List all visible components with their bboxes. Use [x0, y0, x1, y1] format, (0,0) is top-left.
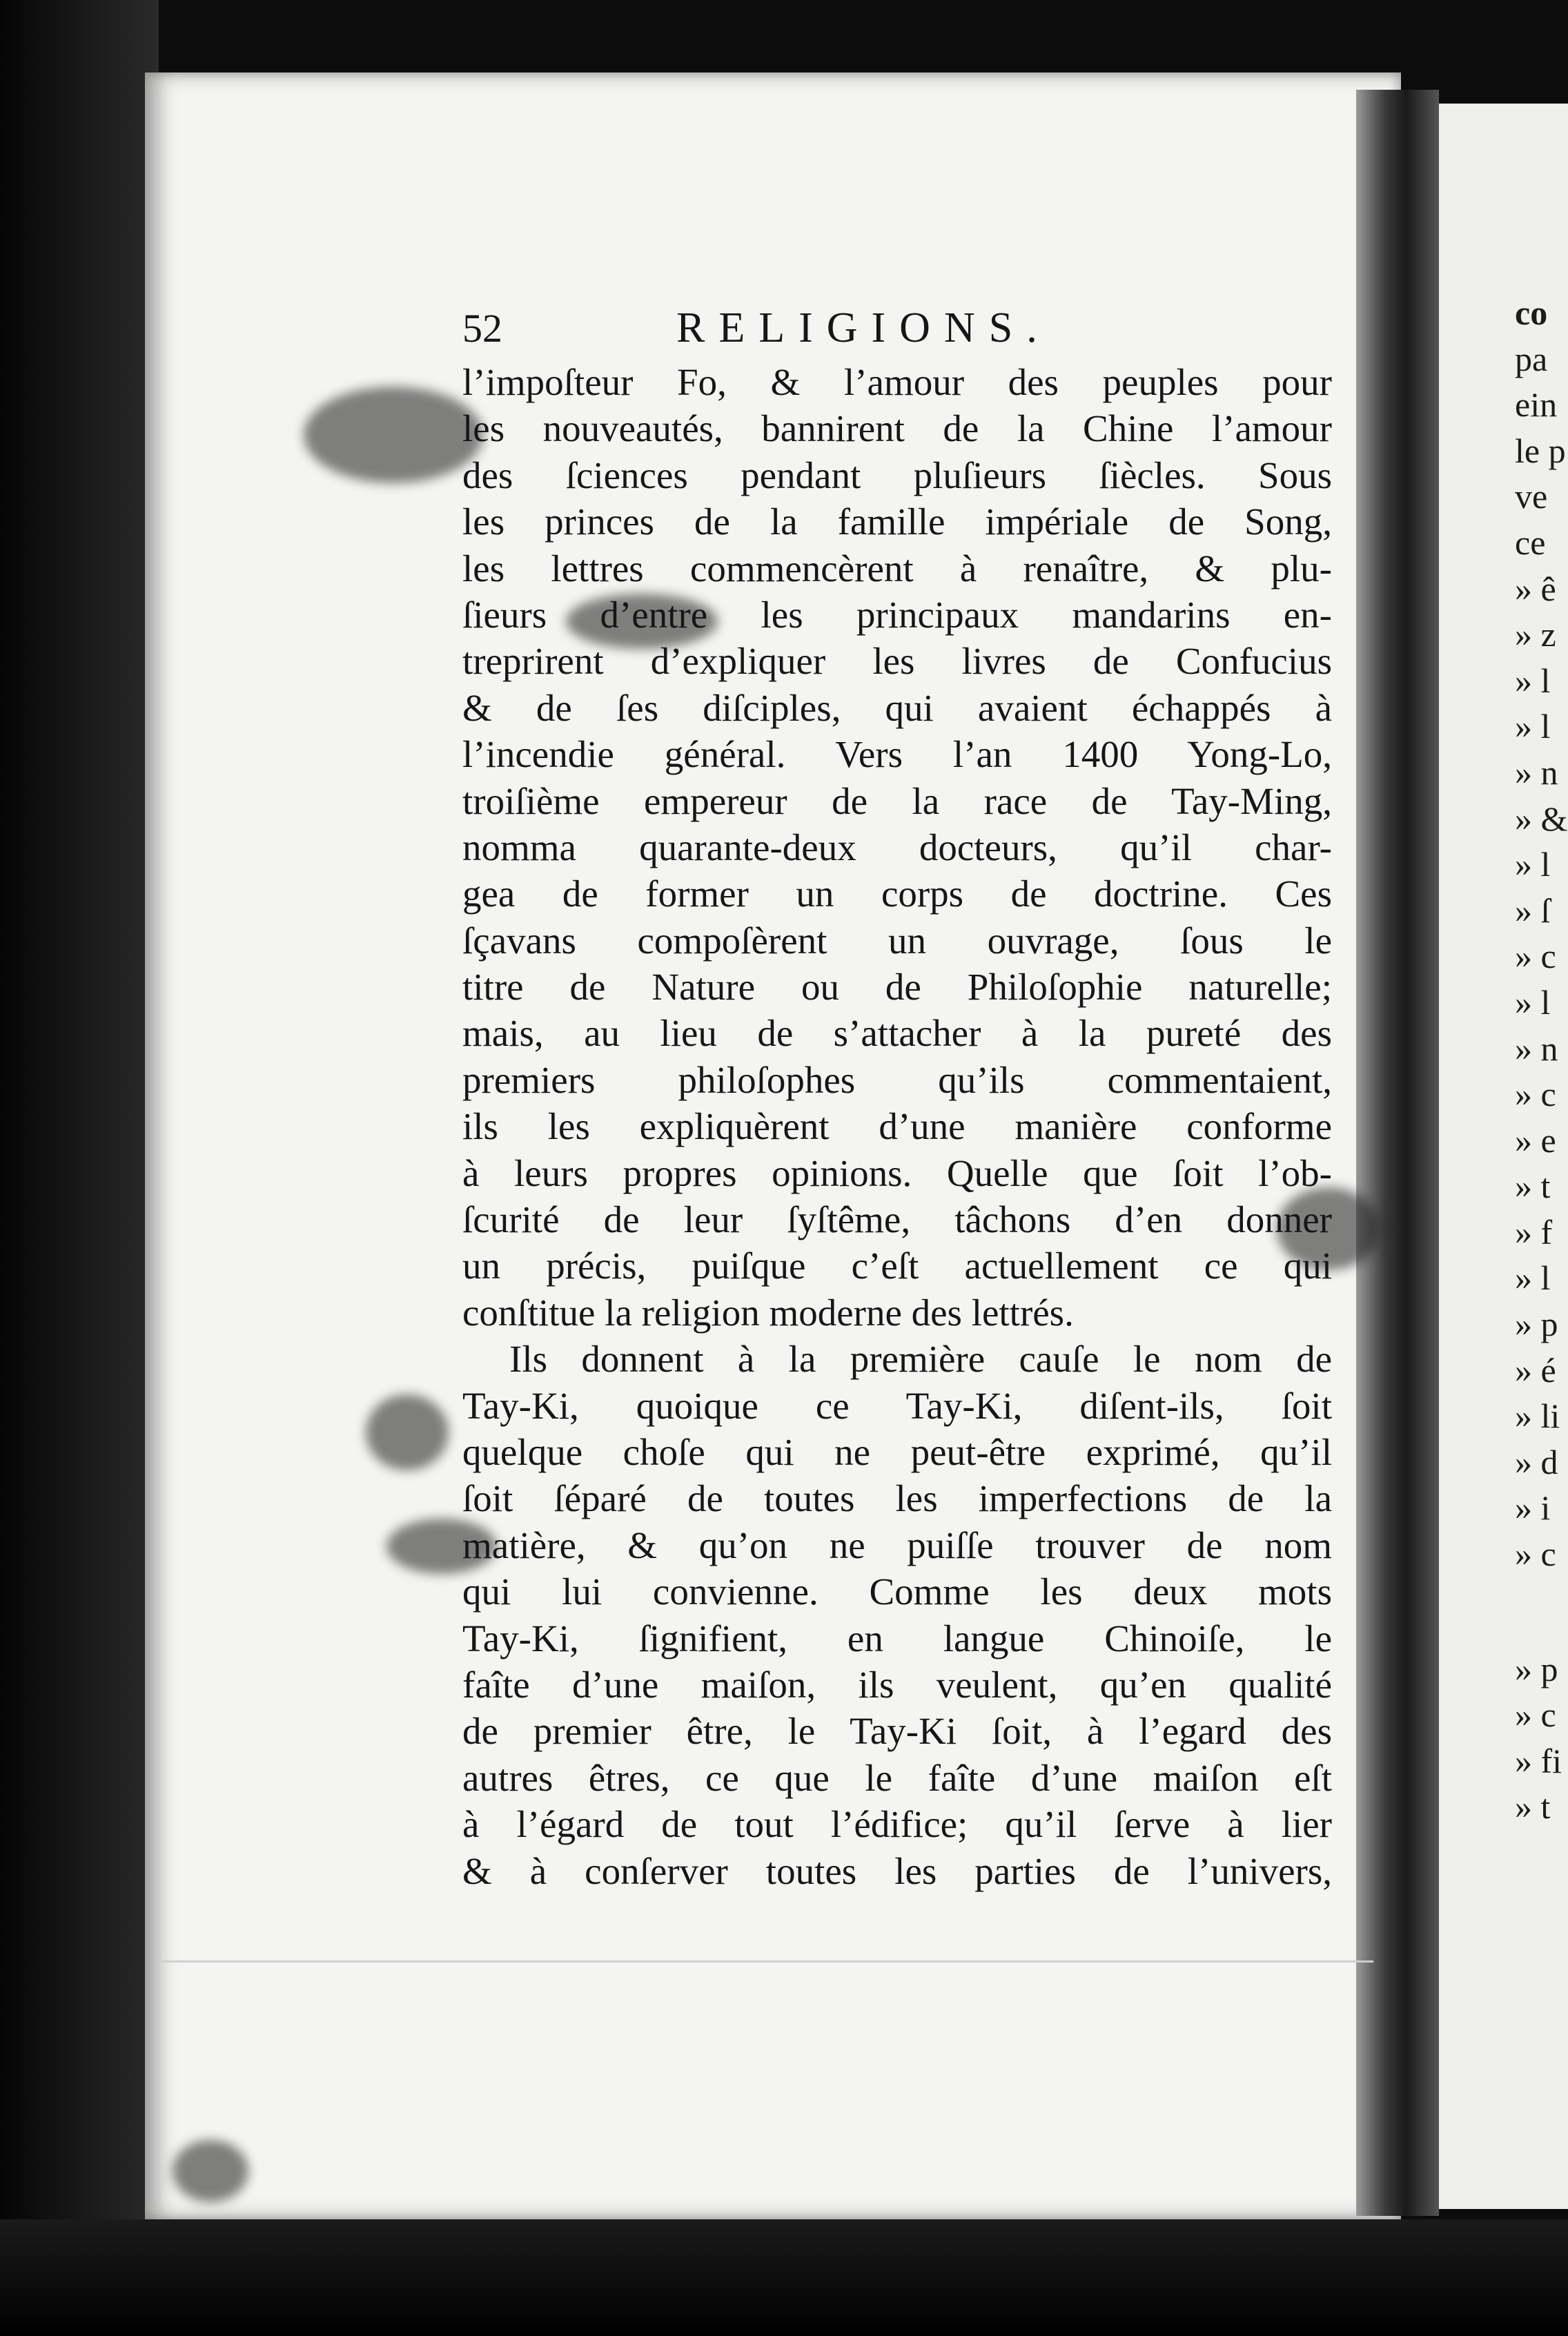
facing-line: pa — [1515, 339, 1548, 378]
facing-line: » & — [1515, 799, 1568, 838]
facing-line: » fi — [1515, 1741, 1562, 1780]
page-number: 52 — [462, 306, 502, 351]
scan-bottom-border — [0, 2219, 1568, 2336]
text-line: treprirent d’expliquer les livres de Confucius — [462, 640, 1332, 683]
text-line: ſçavans compoſèrent un ouvrage, ſous le — [462, 919, 1332, 962]
facing-line: » l — [1515, 982, 1551, 1022]
text-line: conſtitue la religion moderne des lettrés. — [462, 1291, 1074, 1334]
facing-gap — [1515, 1577, 1568, 1646]
text-line: Ils donnent à la première cauſe le nom de — [509, 1338, 1332, 1381]
facing-line: » l — [1515, 661, 1551, 700]
facing-line: » i — [1515, 1488, 1551, 1528]
facing-line: » c — [1515, 1535, 1556, 1574]
page-gutter — [1356, 90, 1439, 2216]
text-line: des ſciences pendant pluſieurs ſiècles. Sous — [462, 454, 1332, 496]
facing-line: » t — [1515, 1787, 1551, 1827]
facing-line: ve — [1515, 477, 1548, 516]
ink-smudge — [366, 1394, 449, 1470]
page-edge-line — [159, 1960, 1373, 1963]
text-line: un précis, puiſque c’eſt actuellement ce qui — [462, 1245, 1332, 1287]
text-line: ſieurs d’entre les principaux mandarins en- — [462, 593, 1332, 636]
text-line: nomma quarante-deux docteurs, qu’il char- — [462, 826, 1332, 868]
text-line: matière, & qu’on ne puiſſe trouver de nom — [462, 1524, 1332, 1566]
facing-line: » li — [1515, 1396, 1560, 1436]
facing-line: » l — [1515, 1258, 1551, 1298]
facing-line: » e — [1515, 1120, 1556, 1160]
facing-line: » l — [1515, 707, 1551, 746]
text-line: Tay-Ki, ſignifient, en langue Chinoiſe, le — [462, 1617, 1332, 1659]
page-header — [462, 304, 1332, 359]
facing-line: » c — [1515, 1075, 1556, 1114]
text-line: premiers philoſophes qu’ils commentaient, — [462, 1058, 1332, 1101]
facing-line: » f — [1515, 1212, 1553, 1252]
facing-line: » l — [1515, 845, 1551, 884]
facing-line: » é — [1515, 1350, 1556, 1390]
text-line: les lettres commencèrent à renaître, & plu- — [462, 547, 1332, 590]
text-line: à l’égard de tout l’édifice; qu’il ſerve à lier — [462, 1803, 1332, 1846]
text-line: ſcurité de leur ſyſtême, tâchons d’en donner — [462, 1198, 1332, 1241]
facing-page-text — [1515, 290, 1568, 1830]
facing-line: » d — [1515, 1442, 1558, 1481]
text-line: troiſième empereur de la race de Tay-Ming, — [462, 779, 1332, 822]
text-line: les princes de la famille impériale de Song, — [462, 500, 1332, 543]
page-text — [462, 304, 1332, 1894]
text-line: quelque choſe qui ne peut-être exprimé, qu’il — [462, 1430, 1332, 1473]
text-line: de premier être, le Tay-Ki ſoit, à l’egard des — [462, 1710, 1332, 1753]
text-line: à leurs propres opinions. Quelle que ſoit l’ob- — [462, 1151, 1332, 1194]
ink-smudge — [304, 387, 483, 483]
facing-line: » ſ — [1515, 890, 1551, 930]
facing-line: » z — [1515, 615, 1556, 654]
facing-line: » n — [1515, 752, 1558, 792]
text-line: titre de Nature ou de Philoſophie naturelle; — [462, 966, 1332, 1009]
facing-line: » c — [1515, 1695, 1556, 1735]
text-line: & de ſes diſciples, qui avaient échappés à — [462, 686, 1332, 729]
facing-line: » ê — [1515, 569, 1556, 608]
text-line: ils les expliquèrent d’une manière conforme — [462, 1105, 1332, 1148]
facing-line: co — [1515, 293, 1548, 332]
text-line: mais, au lieu de s’attacher à la pureté des — [462, 1012, 1332, 1055]
facing-line: » c — [1515, 937, 1556, 976]
text-line: l’incendie général. Vers l’an 1400 Yong-Lo, — [462, 733, 1332, 776]
facing-line: ce — [1515, 523, 1546, 562]
running-title: RELIGIONS. — [676, 304, 1051, 351]
text-line: qui lui convienne. Comme les deux mots — [462, 1570, 1332, 1613]
text-line: faîte d’une maiſon, ils veulent, qu’en qualité — [462, 1663, 1332, 1706]
facing-line: » p — [1515, 1649, 1558, 1688]
book-spine-shadow — [0, 0, 159, 2336]
text-line: gea de former un corps de doctrine. Ces — [462, 873, 1332, 915]
facing-line: le p — [1515, 431, 1566, 470]
facing-line: ein — [1515, 385, 1558, 425]
text-line: les nouveautés, bannirent de la Chine l’amour — [462, 407, 1332, 450]
facing-line: » t — [1515, 1167, 1551, 1206]
facing-line: » n — [1515, 1029, 1558, 1068]
text-line: l’impoſteur Fo, & l’amour des peuples pour — [462, 361, 1332, 403]
text-body — [462, 359, 1332, 1894]
text-line: ſoit ſéparé de toutes les imperfections de la — [462, 1477, 1332, 1520]
ink-smudge — [173, 2140, 248, 2202]
text-line: autres êtres, ce que le faîte d’une maiſon eſt — [462, 1756, 1332, 1799]
text-line: & à conſerver toutes les parties de l’univers, — [462, 1849, 1332, 1892]
facing-line: » p — [1515, 1305, 1558, 1344]
text-line: Tay-Ki, quoique ce Tay-Ki, diſent-ils, ſoit — [462, 1384, 1332, 1427]
